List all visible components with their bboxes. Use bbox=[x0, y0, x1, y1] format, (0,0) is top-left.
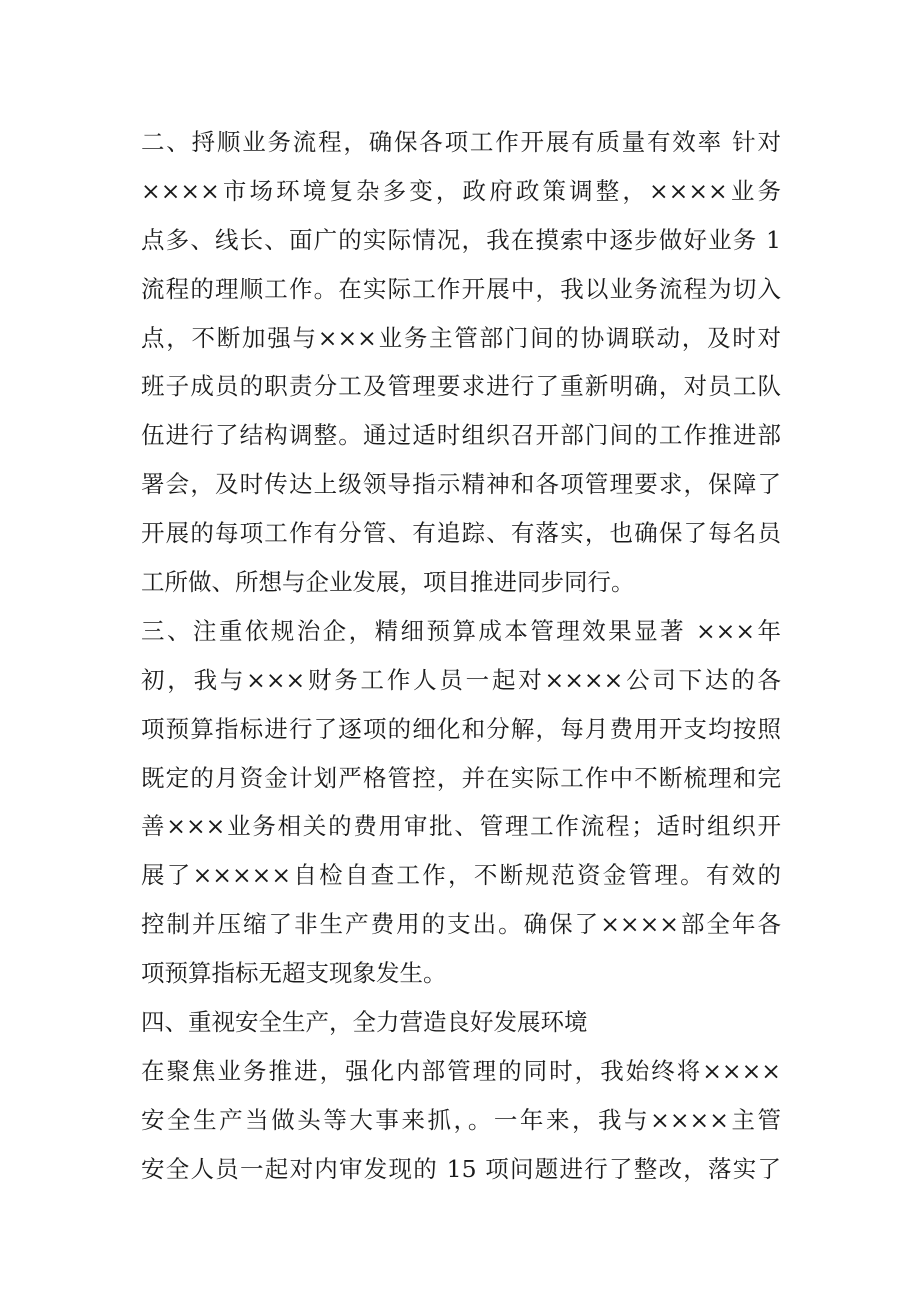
text-line: 安全生产当做头等大事来抓，。一年来，我与××××主管 bbox=[141, 1105, 781, 1134]
text-line: 署会，及时传达上级领导指示精神和各项管理要求，保障了 bbox=[141, 470, 781, 499]
text-line: 既定的月资金计划严格管控，并在实际工作中不断梳理和完 bbox=[141, 763, 781, 792]
text-line: 流程的理顺工作。在实际工作开展中，我以业务流程为切入 bbox=[141, 274, 781, 303]
text-line: 初，我与×××财务工作人员一起对××××公司下达的各 bbox=[141, 665, 781, 694]
text-line: 点，不断加强与×××业务主管部门间的协调联动，及时对 bbox=[141, 323, 781, 352]
section-heading-line: 三、注重依规治企，精细预算成本管理效果显著 ×××年 bbox=[141, 616, 781, 645]
text-line: 开展的每项工作有分管、有追踪、有落实，也确保了每名员 bbox=[141, 519, 781, 548]
document-body bbox=[141, 118, 781, 1194]
text-line: 点多、线长、面广的实际情况，我在摸索中逐步做好业务 1 bbox=[141, 225, 781, 254]
text-line: 工所做、所想与企业发展，项目推进同步同行。 bbox=[141, 568, 635, 597]
text-line: 项预算指标无超支现象发生。 bbox=[141, 959, 447, 988]
section-heading: 四、重视安全生产，全力营造良好发展环境 bbox=[141, 1008, 588, 1037]
text-line: 班子成员的职责分工及管理要求进行了重新明确，对员工队 bbox=[141, 372, 781, 401]
text-line: 控制并压缩了非生产费用的支出。确保了××××部全年各 bbox=[141, 910, 781, 939]
text-line: 展了×××××自检自查工作，不断规范资金管理。有效的 bbox=[141, 861, 781, 890]
text-line: 善×××业务相关的费用审批、管理工作流程；适时组织开 bbox=[141, 812, 781, 841]
text-line: 二、捋顺业务流程，确保各项工作开展有质量有效率 针对 bbox=[141, 128, 781, 156]
text-line: 伍进行了结构调整。通过适时组织召开部门间的工作推进部 bbox=[141, 421, 781, 450]
text-line: 安全人员一起对内审发现的 15 项问题进行了整改，落实了 bbox=[141, 1154, 781, 1183]
text-line: 在聚焦业务推进，强化内部管理的同时，我始终将×××× bbox=[141, 1056, 781, 1085]
text-line: ××××市场环境复杂多变，政府政策调整，××××业务 bbox=[141, 176, 781, 205]
text-line: 项预算指标进行了逐项的细化和分解，每月费用开支均按照 bbox=[141, 714, 781, 743]
